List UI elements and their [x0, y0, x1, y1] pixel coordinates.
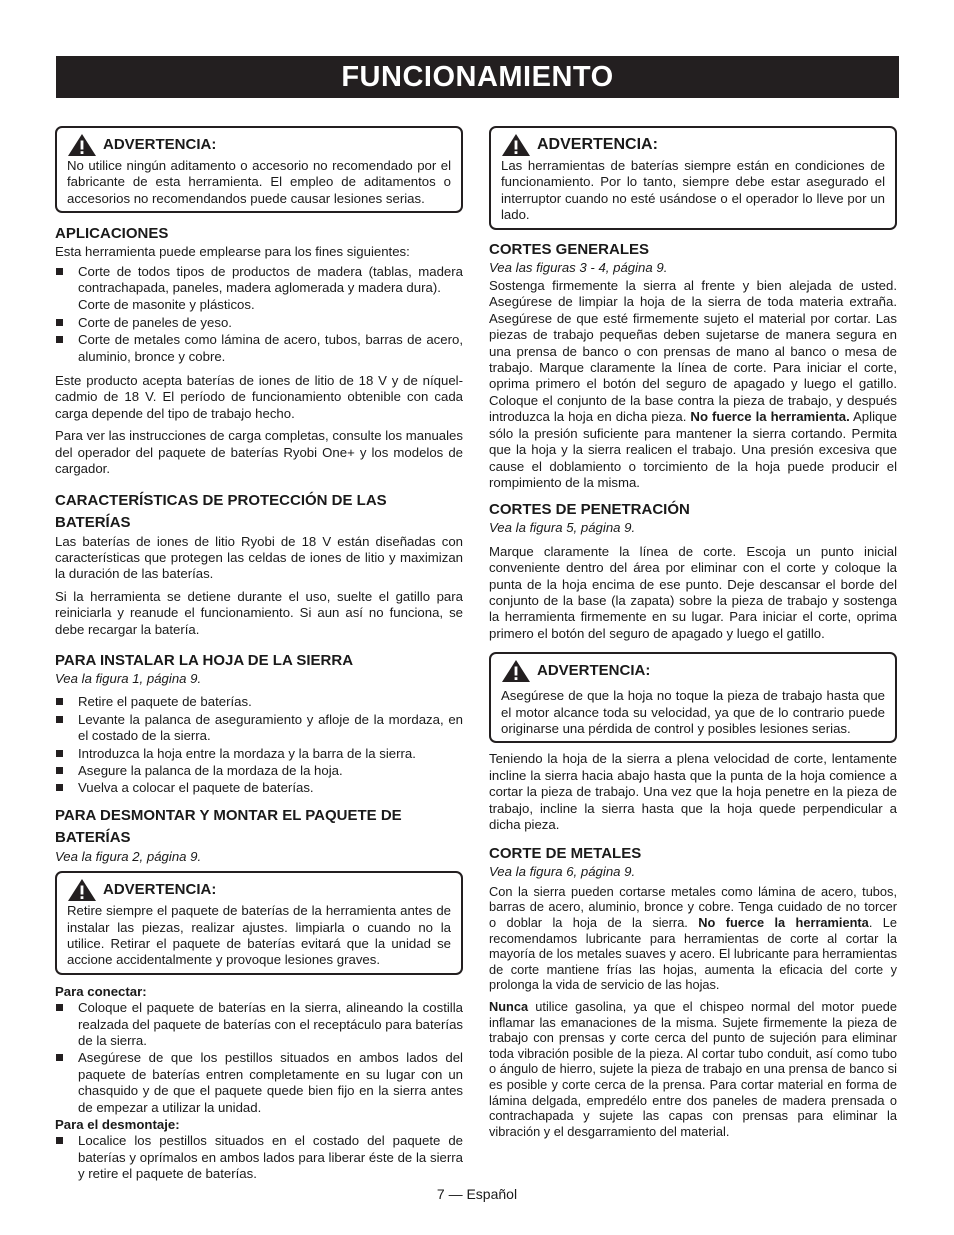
- list-item: Coloque el paquete de baterías en la sierra, alineando la costilla realzada del paquete de baterías con el receptáculo para baterías de la sierra.: [55, 1000, 463, 1049]
- warning-box-blade: [489, 652, 897, 743]
- paragraph: Este producto acepta baterías de iones de litio de 18 V y de níquel-cadmio de 18 V. El período de funcionamiento obtenible con cada carga depende del tipo de trabajo hecho.: [55, 373, 463, 421]
- figure-reference: Vea la figura 1, página 9.: [55, 670, 202, 686]
- warning-triangle-icon: [501, 659, 531, 683]
- heading-desmontar-baterias: PARA DESMONTAR Y MONTAR EL PAQUETE DE BATERÍAS: [55, 806, 402, 846]
- warning-text: Asegúrese de que la hoja no toque la pieza de trabajo hasta que el motor alcance toda su velocidad, ya que de lo contrario puede originarse una pérdida de control y posibles lesiones serias.: [501, 688, 885, 736]
- list-item: Retire el paquete de baterías.: [55, 694, 463, 710]
- list-item: Localice los pestillos situados en el costado del paquete de baterías y oprímalos en ambos lados para liberar éste de la sierra y retire el paquete de baterías.: [55, 1133, 463, 1182]
- warning-text: No utilice ningún aditamento o accesorio no recomendado por el fabricante de esta herramienta. El empleo de aditamentos o accesorios no recomendandos puede causar lesiones serias.: [67, 158, 451, 206]
- subheading-desmontaje: Para el desmontaje:: [55, 1117, 180, 1133]
- list-item: Introduzca la hoja entre la mordaza y la barra de la sierra.: [55, 746, 463, 762]
- subheading-conectar: Para conectar:: [55, 983, 147, 999]
- paragraph: Teniendo la hoja de la sierra a plena velocidad de corte, lentamente incline la sierra hacia abajo hasta que la punta de la hoja comience a cortar la pieza de trabajo. Una vez que la hoja penetre en la pieza de trabajo, incline la sierra hasta que la hoja quede perpendicular a dicha pieza.: [489, 751, 897, 832]
- paragraph: Marque claramente la línea de corte. Escoja un punto inicial conveniente dentro del área por eliminar con el corte y coloque la punta de la hoja encima de ese punto. Deje descansar el borde del conjunto de la base (la zapata) sobre la pieza de trabajo y sostenga la herramienta firmemente en su lugar. Para iniciar el corte, oprima primero el botón del seguro de apagado y luego el gatillo.: [489, 543, 897, 641]
- warning-header: [67, 878, 451, 902]
- warning-triangle-icon: [67, 878, 97, 902]
- warning-header: [67, 133, 451, 157]
- warning-text: Las herramientas de baterías siempre están en condiciones de funcionamiento. Por lo tanto, siempre debe estar asegurado el interruptor cuando no esté usándose o el operador lo lleve por un lado.: [501, 158, 885, 223]
- list-item: Corte de metales como lámina de acero, tubos, barras de acero, aluminio, bronce y cobre.: [55, 332, 463, 365]
- page-footer: 7 — Español: [436, 1186, 518, 1202]
- left-column: [55, 126, 463, 1189]
- emphasis-text: No fuerce la herramienta.: [690, 409, 850, 425]
- warning-box-accessories: [55, 126, 463, 213]
- warning-label: ADVERTENCIA:: [537, 662, 651, 680]
- paragraph: Con la sierra pueden cortarse metales como lámina de acero, tubos, barras de acero, aluminio, bronce y cobre. Tenga cuidado de no torcer o doblar la hoja de la sierra. No fuerce la herramienta. Le recomendamos lubricante para herramientas de corte al cortar la mayoría de los metales suaves y acero. El lubricante para herramientas de corte mantiene frías las hojas, aumenta la eficacia del corte y prolonga la vida de servicio de las hojas.: [489, 883, 897, 993]
- emphasis-text: No fuerce la herramienta: [698, 915, 869, 930]
- heading-proteccion: CARACTERÍSTICAS DE PROTECCIÓN DE LAS BATERÍAS: [55, 491, 387, 531]
- warning-triangle-icon: [67, 133, 97, 157]
- figure-reference: Vea la figura 6, página 9.: [489, 864, 636, 880]
- warning-box-operating: [489, 126, 897, 230]
- section-banner: [56, 56, 899, 98]
- instalar-list: [55, 694, 463, 796]
- paragraph: Sostenga firmemente la sierra al frente y bien alejada de usted. Asegúrese de limpiar la hoja de la sierra de toda materia extraña. Asegúrese de que esté firmemente sujeto el material por cortar. Las piezas de trabajo pequeñas deben sujetarse de manera segura en una prensa de banco o con prensas de mano al banco o mesa de trabajo. Marque claramente la línea de corte. Para iniciar el corte, oprima primero el botón del seguro de apagado y luego el gatillo. Coloque el conjunto de la base contra la pieza de trabajo, y después introduzca la hoja en dicha pieza. No fuerce la herramienta. Aplique sólo la presión suficiente para mantener la sierra cortando. Permita que la hoja y la sierra realicen el trabajo. Una presión excesiva que cause el doblamiento o torcimiento de la hoja puede producir el rompimiento de la misma.: [489, 278, 898, 490]
- section-aplicaciones: [55, 223, 463, 477]
- figure-reference: Vea las figuras 3 - 4, página 9.: [489, 259, 668, 275]
- list-item: Levante la palanca de aseguramiento y afloje de la mordaza, en el costado de la sierra.: [55, 712, 463, 745]
- list-item: Asegure la palanca de la mordaza de la hoja.: [55, 763, 463, 779]
- section-instalar-hoja: [55, 650, 463, 797]
- heading-aplicaciones: APLICACIONES: [55, 225, 169, 243]
- heading-instalar-hoja: PARA INSTALAR LA HOJA DE LA SIERRA: [55, 651, 354, 669]
- paragraph: Si la herramienta se detiene durante el uso, suelte el gatillo para reiniciarla y reanude el funcionamiento. Si aun así no funciona, se debe recargar la batería.: [55, 588, 463, 637]
- section-desmontar-baterias: [55, 805, 463, 1183]
- warning-label: ADVERTENCIA:: [103, 881, 217, 899]
- warning-box-battery: [55, 871, 463, 975]
- heading-cortes-penetracion: CORTES DE PENETRACIÓN: [489, 501, 690, 519]
- emphasis-text: Nunca: [489, 998, 529, 1014]
- list-item-extra: Corte de masonite y plásticos.: [78, 297, 255, 313]
- warning-triangle-icon: [501, 133, 531, 157]
- section-proteccion: [55, 490, 463, 638]
- warning-header: [501, 659, 885, 683]
- warning-label: ADVERTENCIA:: [103, 136, 217, 153]
- list-item: Corte de paneles de yeso.: [55, 315, 463, 331]
- paragraph: Las baterías de iones de litio Ryobi de 18 V están diseñadas con características que protegen las celdas de iones de litio y maximizan la duración de las baterías.: [55, 533, 463, 582]
- section-cortes-generales: [489, 239, 897, 492]
- conectar-list: [55, 1000, 463, 1116]
- heading-corte-metales: CORTE DE METALES: [489, 845, 642, 863]
- paragraph: Para ver las instrucciones de carga completas, consulte los manuales del operador del paquete de baterías Ryobi One+ y los modelos de cargador.: [55, 428, 463, 477]
- aplicaciones-intro: Esta herramienta puede emplearse para los fines siguientes:: [55, 244, 410, 260]
- aplicaciones-list: [55, 264, 463, 365]
- page-title: FUNCIONAMIENTO: [341, 61, 614, 93]
- warning-text: Retire siempre el paquete de baterías de la herramienta antes de instalar las piezas, realizar ajustes. limpiarla o cuando no la utilice. Retirar el paquete de baterías evitará que la unidad se accione accidentalmente y provoque lesiones graves.: [67, 903, 451, 968]
- list-item: Corte de todos tipos de productos de madera (tablas, madera contrachapada, paneles, madera aglomerada y madera dura). Corte de masonite y plásticos.: [55, 264, 463, 314]
- paragraph: Nunca utilice gasolina, ya que el chispeo normal del motor puede inflamar las emanaciones de la misma. Sujete firmemente la pieza de trabajo con prensas y corte cerca del punto de sujeción para eliminar toda vibración posible de la pieza. Al cortar tubo conduit, así como tubo o ángulo de hierro, sujete la pieza de trabajo en una prensa de banco si es posible y corte cerca de la prensa. Para cortar material en forma de lámina delgada, empredélo entre dos paneles de madera prensada o contrachapada y sujete las capas con prensas para eliminar la vibración y el desgarramiento del material.: [489, 998, 897, 1139]
- section-corte-metales: [489, 843, 897, 1139]
- heading-cortes-generales: CORTES GENERALES: [489, 240, 650, 258]
- warning-header: [501, 133, 885, 157]
- desmontaje-list: [55, 1133, 463, 1182]
- figure-reference: Vea la figura 2, página 9.: [55, 848, 202, 864]
- list-item: Vuelva a colocar el paquete de baterías.: [55, 780, 463, 796]
- list-item: Asegúrese de que los pestillos situados en ambos lados del paquete de baterías entren completamente en su lugar con un chasquido y de que el paquete quede bien fijo en la sierra antes de empezar a utilizar la unidad.: [55, 1050, 463, 1116]
- figure-reference: Vea la figura 5, página 9.: [489, 520, 636, 536]
- warning-label: ADVERTENCIA:: [537, 136, 658, 153]
- right-column: [489, 126, 897, 1145]
- section-cortes-penetracion: [489, 499, 897, 833]
